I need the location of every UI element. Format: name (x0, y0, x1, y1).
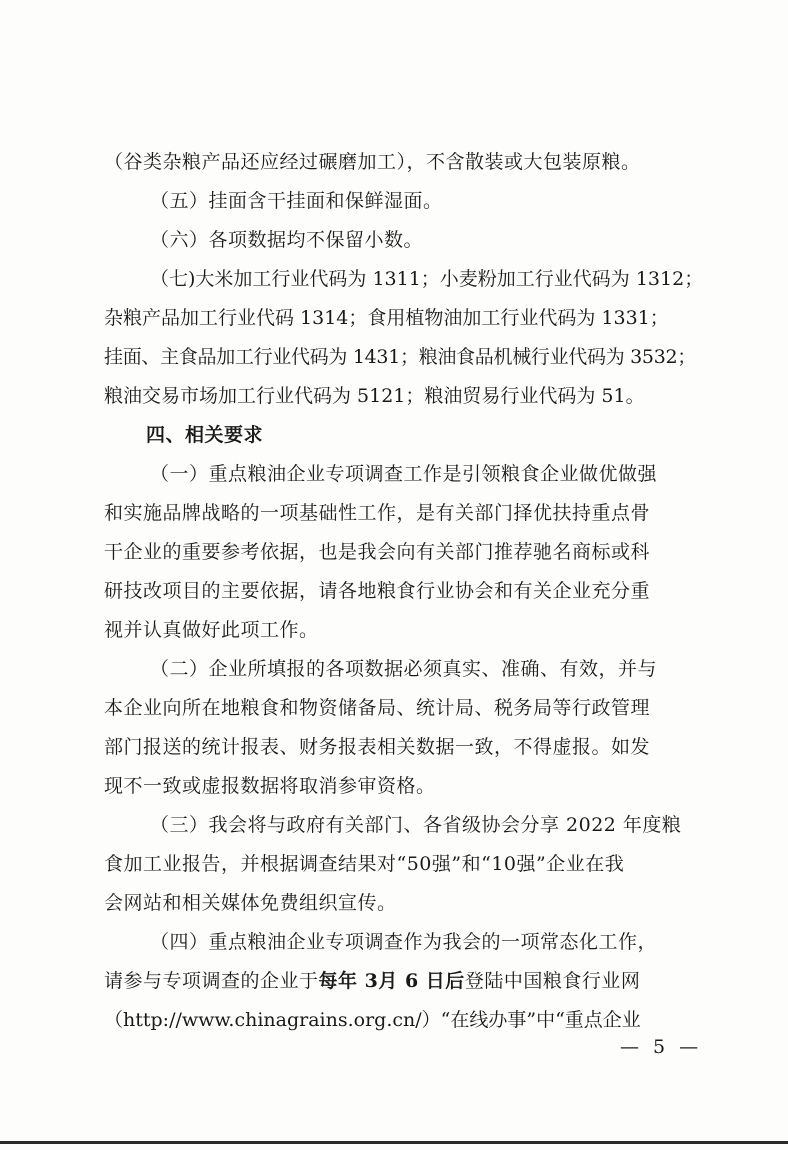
text-line: （http://www.chinagrains.org.cn/）“在线办事”中“重点企业 (104, 1009, 641, 1031)
text-line: 干企业的重要参考依据，也是我会向有关部门推荐驰名商标或科 (104, 541, 651, 563)
text-line: 会网站和相关媒体免费组织宣传。 (104, 892, 397, 914)
text-line: 食加工业报告，并根据调查结果对“50强”和“10强”企业在我 (104, 853, 625, 875)
text-line: 研技改项目的主要依据，请各地粮食行业协会和有关企业充分重 (104, 580, 651, 602)
text-line: （三）我会将与政府有关部门、各省级协会分享 2022 年度粮 (150, 814, 682, 836)
text-line (104, 966, 640, 996)
text-line: （五）挂面含干挂面和保鲜湿面。 (150, 190, 443, 212)
text-line: 现不一致或虚报数据将取消参审资格。 (104, 775, 436, 797)
text-line: 部门报送的统计报表、财务报表相关数据一致，不得虚报。如发 (104, 736, 651, 758)
page-number: — 5 — (620, 1036, 703, 1058)
section-heading: 四、相关要求 (146, 424, 264, 446)
text-line: （谷类杂粮产品还应经过碾磨加工），不含散装或大包装原粮。 (104, 151, 641, 173)
text-line: （一）重点粮油企业专项调查工作是引领粮食企业做优做强 (150, 463, 658, 485)
bold-date-text: 每年 3月 6 日后 (318, 970, 465, 992)
bottom-rule (0, 1141, 788, 1144)
text-line: 和实施品牌战略的一项基础性工作，是有关部门择优扶持重点骨 (104, 502, 651, 524)
text-segment: 登陆中国粮食行业网 (464, 970, 641, 992)
text-line: 粮油交易市场加工行业代码为 5121；粮油贸易行业代码为 51。 (104, 385, 645, 407)
text-line: 挂面、主食品加工行业代码为 1431；粮油食品机械行业代码为 3532； (104, 346, 696, 368)
text-line: （七)大米加工行业代码为 1311；小麦粉加工行业代码为 1312； (150, 268, 704, 290)
text-line: 杂粮产品加工行业代码 1314；食用植物油加工行业代码为 1331； (104, 307, 669, 329)
text-segment: 请参与专项调查的企业于 (104, 970, 319, 992)
text-line: 视并认真做好此项工作。 (104, 619, 319, 641)
text-line: 本企业向所在地粮食和物资储备局、统计局、税务局等行政管理 (104, 697, 651, 719)
text-line: （四）重点粮油企业专项调查作为我会的一项常态化工作， (150, 931, 658, 953)
text-line: （二）企业所填报的各项数据必须真实、准确、有效，并与 (150, 658, 658, 680)
text-line: （六）各项数据均不保留小数。 (150, 229, 424, 251)
